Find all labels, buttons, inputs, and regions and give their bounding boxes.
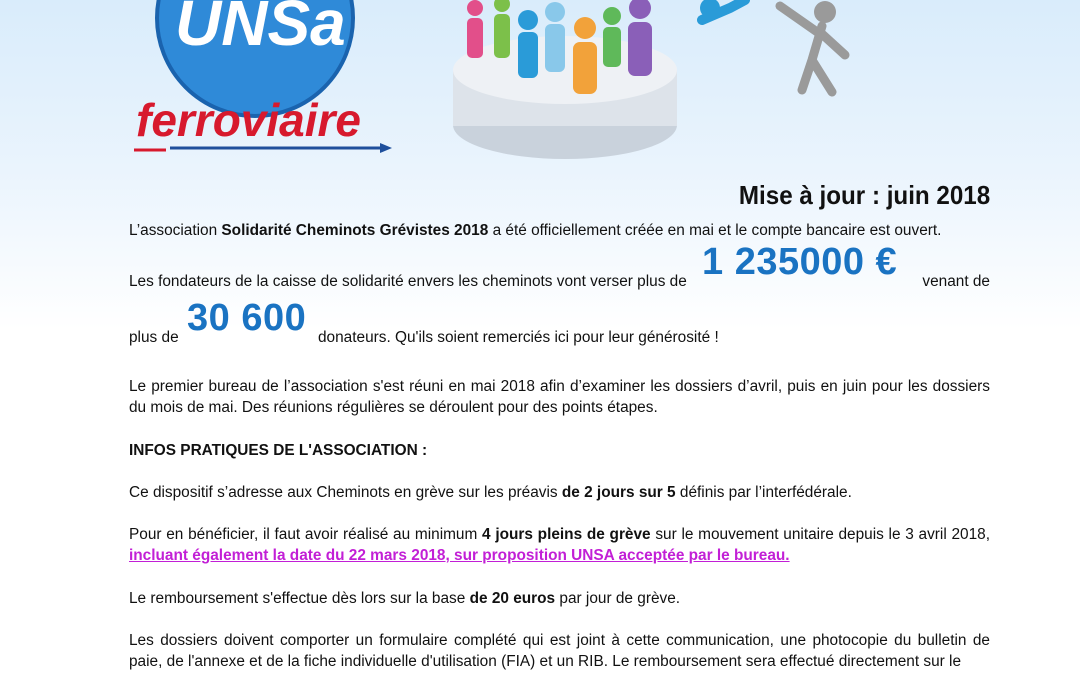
donor-count: 30 600	[187, 297, 307, 339]
paragraph-amount	[129, 241, 990, 300]
paragraph-dispositif	[129, 482, 990, 503]
logo-unsa-text: UNSa	[175, 0, 346, 59]
paragraph-donors	[129, 297, 990, 356]
text-span: donateurs. Qu'ils soient remerciés ici pour leur générosité !	[318, 329, 719, 346]
logo-ferroviaire-text: ferroviaire	[136, 94, 362, 146]
text-span: Pour en bénéficier, il faut avoir réalisé au minimum	[129, 526, 483, 543]
text-span: par jour de grève.	[555, 590, 681, 607]
text-span: plus de	[129, 329, 179, 346]
paragraph-eligibility	[129, 524, 990, 566]
unsa-proposal-link[interactable]: incluant également la date du 22 mars 2018, sur proposition UNSA acceptée par le bureau.	[129, 547, 790, 564]
people-crowd-illustration	[440, 0, 860, 165]
paragraph-dossiers: Les dossiers doivent comporter un formulaire complété qui est joint à cette communication, une photocopie du bulletin de paie, de l'annexe et de la fiche individuelle d'utilisation (FIA) et un RIB. Le remboursement sera effectué directement sur le	[129, 632, 990, 670]
text-span: sur le mouvement unitaire depuis le 3 avril 2018,	[650, 526, 990, 543]
text-span: Ce dispositif s’adresse aux Cheminots en grève sur les préavis	[129, 484, 562, 501]
paragraph-association	[129, 220, 990, 241]
text-span: définis par l’interfédérale.	[675, 484, 852, 501]
text-span: a été officiellement créée en mai et le compte bancaire est ouvert.	[488, 222, 942, 239]
strike-days: 4 jours pleins de grève	[482, 526, 651, 543]
strike-ratio: de 2 jours sur 5	[561, 484, 676, 501]
section-heading-infos: INFOS PRATIQUES DE L'ASSOCIATION :	[129, 442, 428, 459]
paragraph-bureau: Le premier bureau de l’association s'est réuni en mai 2018 afin d’examiner les dossiers d’avril, puis en juin pour les dossiers du mois de mai. Des réunions régulières se déroulent pour des points étapes.	[129, 378, 990, 416]
daily-amount: de 20 euros	[469, 590, 556, 607]
text-span: L’association	[129, 222, 222, 239]
amount-value: 1 235000 €	[702, 241, 898, 283]
association-name: Solidarité Cheminots Grévistes 2018	[221, 222, 489, 239]
update-date-heading: Mise à jour : juin 2018	[738, 180, 990, 210]
text-span: Le remboursement s'effectue dès lors sur la base	[129, 590, 470, 607]
text-span: Les fondateurs de la caisse de solidarité envers les cheminots vont verser plus de	[129, 273, 687, 290]
text-span: venant de	[922, 273, 990, 290]
paragraph-reimbursement	[129, 588, 990, 609]
unsa-ferroviaire-logo	[130, 0, 400, 160]
